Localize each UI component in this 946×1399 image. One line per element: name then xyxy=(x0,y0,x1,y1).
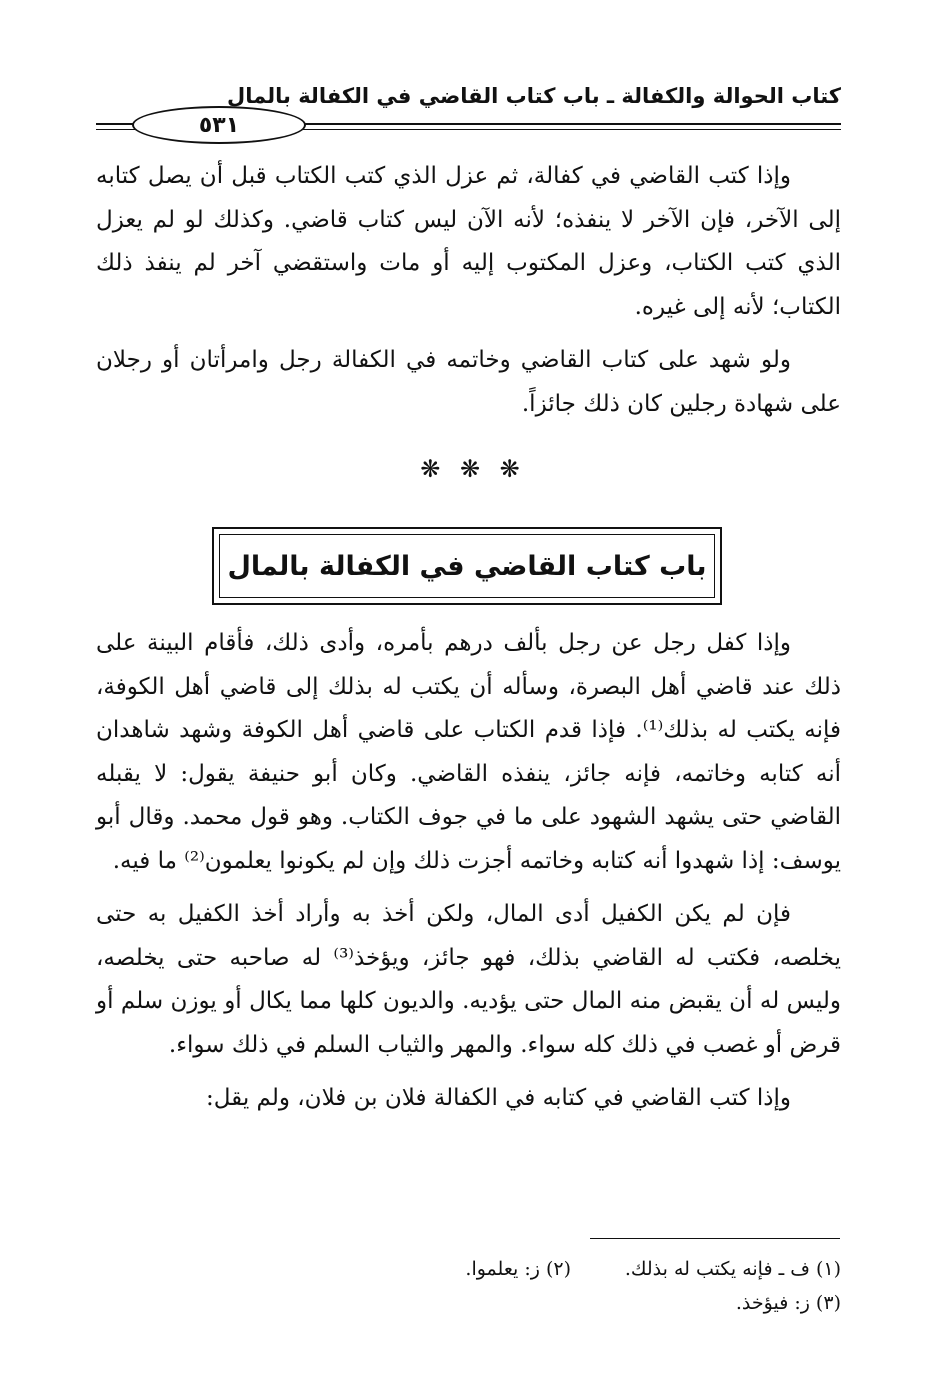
paragraph: وإذا كتب القاضي في كفالة، ثم عزل الذي كتب الكتاب قبل أن يصل كتابه إلى الآخر، فإن الآخر لا ينفذه؛ لأنه الآن ليس كتاب قاضي. وكذلك لو لم يعزل الذي كتب الكتاب، وعزل المكتوب إليه أو مات واستقضي آخر لم ينفذ ذلك الكتاب؛ لأنه إلى غيره. xyxy=(96,163,841,320)
section-two xyxy=(96,622,841,1121)
footnote-row xyxy=(301,1286,841,1320)
page-number: ٥٣١ xyxy=(132,106,306,144)
section-one xyxy=(96,155,841,426)
paragraph: وإذا كتب القاضي في كتابه في الكفالة فلان بن فلان، ولم يقل: xyxy=(206,1085,791,1111)
footnote-1: (١) ف ـ فإنه يكتب له بذلك. xyxy=(624,1258,841,1280)
page-header xyxy=(96,78,841,138)
running-title: كتاب الحوالة والكفالة ـ باب كتاب القاضي في الكفالة بالمال xyxy=(227,84,841,108)
paragraph: فإن لم يكن الكفيل أدى المال، ولكن أخذ به وأراد أخذ الكفيل به حتى يخلصه، فكتب له القاضي بذلك، فهو جائز، ويؤخذ⁽³⁾ له صاحبه حتى يخلصه، وليس له أن يقبض منه المال حتى يؤديه. والديون كلها مما يكال أو يوزن سلم أو قرض أو غصب في ذلك كله سواء. والمهر والثياب السلم في ذلك سواء. xyxy=(96,901,841,1058)
ornament-divider: ❋ ❋ ❋ xyxy=(420,455,526,483)
chapter-title: باب كتاب القاضي في الكفالة بالمال xyxy=(227,550,707,582)
paragraph: وإذا كفل رجل عن رجل بألف درهم بأمره، وأدى ذلك، فأقام البينة على ذلك عند قاضي أهل البصرة، وسأله أن يكتب له بذلك إلى قاضي أهل الكوفة، فإنه يكتب له بذلك⁽¹⁾. فإذا قدم الكتاب على قاضي أهل الكوفة وشهد شاهدان أنه كتابه وخاتمه، فإنه جائز، ينفذه القاضي. وكان أبو حنيفة يقول: لا يقبله القاضي حتى يشهد الشهود على ما في جوف الكتاب. وهو قول محمد. وقال أبو يوسف: إذا شهدوا أنه كتابه وخاتمه أجزت ذلك وإن لم يكونوا يعلمون⁽²⁾ ما فيه. xyxy=(96,630,841,874)
chapter-title-inner-frame xyxy=(219,534,715,598)
paragraph: ولو شهد على كتاب القاضي وخاتمه في الكفالة رجل وامرأتان أو رجلان على شهادة رجلين كان ذلك جائزاً. xyxy=(96,347,841,417)
footnote-3: (٣) ز: فيؤخذ. xyxy=(735,1292,841,1314)
footnote-2: (٢) ز: يعلموا. xyxy=(465,1258,571,1280)
footnote-row xyxy=(301,1252,841,1286)
footnote-separator xyxy=(590,1238,840,1239)
footnotes xyxy=(301,1252,841,1320)
chapter-title-frame xyxy=(212,527,722,605)
